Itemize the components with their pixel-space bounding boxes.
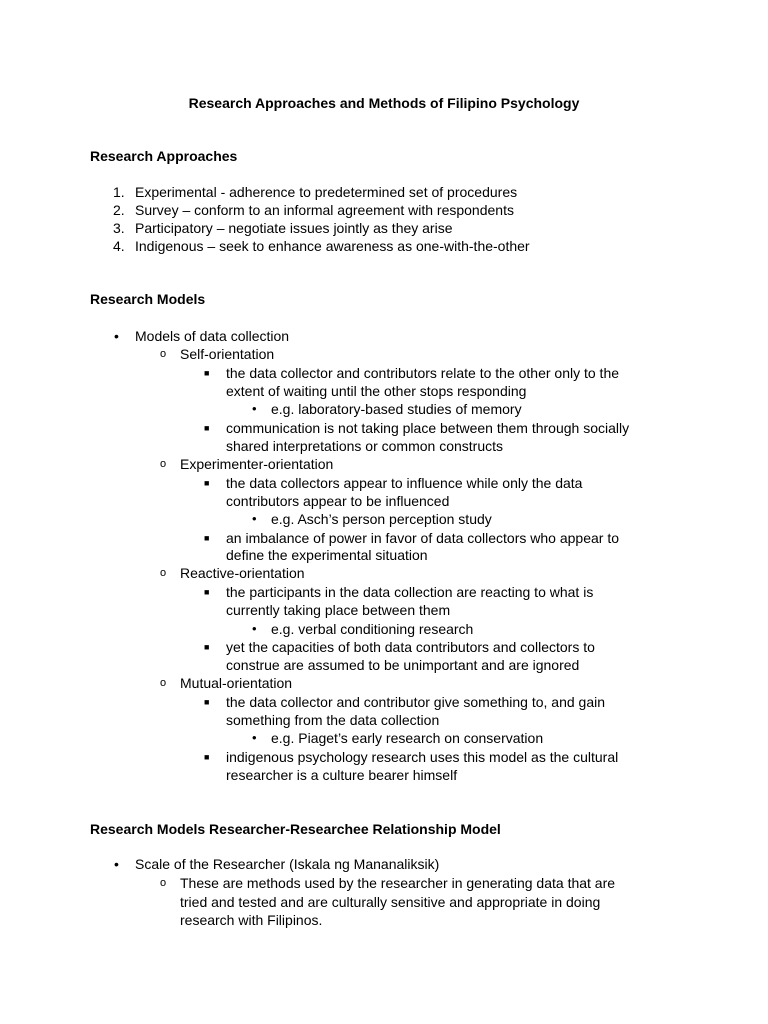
bullet-square: ■: [204, 533, 210, 543]
detail-line: an imbalance of power in favor of data collectors who appear to: [226, 530, 620, 546]
bullet-square: ■: [204, 752, 210, 762]
detail-line: contributors appear to be influenced: [226, 493, 450, 509]
detail-line: communication is not taking place between them through socially: [226, 420, 630, 436]
example-line: e.g. Asch’s person perception study: [271, 511, 492, 527]
document-title: Research Approaches and Methods of Filipino Psychology: [188, 95, 580, 111]
paragraph-line: research with Filipinos.: [180, 912, 323, 928]
list-number: 3.: [113, 220, 125, 236]
detail-line: indigenous psychology research uses this model as the cultural: [226, 749, 619, 765]
detail-line: yet the capacities of both data contributors and collectors to: [226, 639, 595, 655]
bullet-disc: •: [114, 328, 119, 344]
bullet-circle: o: [160, 877, 167, 889]
bullet-circle: o: [160, 348, 167, 360]
bullet-dot: •: [252, 401, 257, 416]
bullet-square: ■: [204, 423, 210, 433]
example-line: e.g. verbal conditioning research: [271, 621, 474, 637]
list-number: 4.: [113, 238, 125, 254]
bullet-dot: •: [252, 511, 257, 526]
list-item: Survey – conform to an informal agreement with respondents: [135, 202, 514, 218]
detail-line: something from the data collection: [226, 712, 440, 728]
list-item: Scale of the Researcher (Iskala ng Mananaliksik): [135, 856, 440, 872]
section-heading-research-models: Research Models: [90, 291, 206, 307]
list-item: Models of data collection: [135, 328, 290, 344]
bullet-square: ■: [204, 642, 210, 652]
detail-line: shared interpretations or common constructs: [226, 438, 504, 454]
detail-line: the data collectors appear to influence while only the data: [226, 475, 583, 491]
detail-line: the participants in the data collection are reacting to what is: [226, 584, 594, 600]
detail-line: construe are assumed to be unimportant and are ignored: [226, 657, 580, 673]
paragraph-line: tried and tested and are culturally sensitive and appropriate in doing: [180, 894, 601, 910]
detail-line: extent of waiting until the other stops responding: [226, 383, 527, 399]
section-heading-relationship-model: Research Models Researcher-Researchee Relationship Model: [90, 821, 501, 837]
detail-line: the data collector and contributor give something to, and gain: [226, 694, 606, 710]
bullet-disc: •: [114, 856, 119, 872]
detail-line: researcher is a culture bearer himself: [226, 767, 458, 783]
sub-item-label: Self-orientation: [180, 346, 275, 362]
sub-item-label: Experimenter-orientation: [180, 456, 334, 472]
section-heading-research-approaches: Research Approaches: [90, 148, 238, 164]
bullet-circle: o: [160, 567, 167, 579]
bullet-dot: •: [252, 621, 257, 636]
list-number: 2.: [113, 202, 125, 218]
bullet-dot: •: [252, 730, 257, 745]
example-line: e.g. laboratory-based studies of memory: [271, 401, 522, 417]
sub-item-label: Mutual-orientation: [180, 675, 293, 691]
bullet-square: ■: [204, 697, 210, 707]
detail-line: the data collector and contributors relate to the other only to the: [226, 365, 620, 381]
example-line: e.g. Piaget’s early research on conservation: [271, 730, 544, 746]
bullet-square: ■: [204, 368, 210, 378]
bullet-square: ■: [204, 478, 210, 488]
detail-line: define the experimental situation: [226, 547, 428, 563]
list-item: Indigenous – seek to enhance awareness as one-with-the-other: [135, 238, 530, 254]
paragraph-line: These are methods used by the researcher in generating data that are: [180, 875, 616, 891]
list-item: Experimental - adherence to predetermined set of procedures: [135, 184, 518, 200]
list-item: Participatory – negotiate issues jointly as they arise: [135, 220, 453, 236]
sub-item-label: Reactive-orientation: [180, 565, 305, 581]
bullet-square: ■: [204, 587, 210, 597]
bullet-circle: o: [160, 677, 167, 689]
list-number: 1.: [113, 184, 125, 200]
bullet-circle: o: [160, 458, 167, 470]
detail-line: currently taking place between them: [226, 602, 451, 618]
